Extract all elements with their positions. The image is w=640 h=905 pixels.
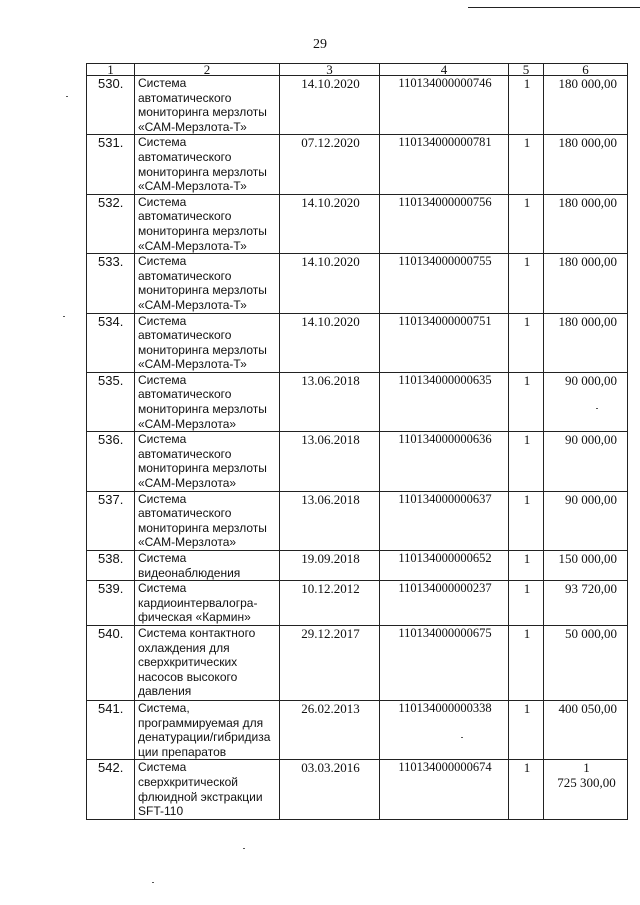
item-date: 26.02.2013 [280,700,380,759]
item-quantity: 1 [509,76,544,135]
table-row [87,432,628,491]
scan-speck [461,737,463,738]
item-name: Система автоматического мониторинга мерзлоты «САМ-Мерзлота-Т» [135,254,280,313]
top-rule [468,7,640,8]
item-quantity: 1 [509,760,544,819]
inventory-code: 110134000000237 [380,581,509,626]
item-amount: 180 000,00 [544,254,628,313]
table-row [87,491,628,550]
item-date: 07.12.2020 [280,135,380,194]
scan-speck [152,882,154,883]
row-number: 539. [87,581,135,626]
row-number: 532. [87,194,135,253]
table-row [87,700,628,759]
inventory-code: 110134000000755 [380,254,509,313]
header-col-4: 4 [380,64,509,76]
table-row [87,372,628,431]
item-name: Система автоматического мониторинга мерзлоты «САМ-Мерзлота» [135,372,280,431]
inventory-code: 110134000000338 [380,700,509,759]
row-number: 536. [87,432,135,491]
item-name: Система автоматического мониторинга мерзлоты «САМ-Мерзлота» [135,432,280,491]
item-date: 14.10.2020 [280,313,380,372]
row-number: 541. [87,700,135,759]
item-name: Система, программируемая для денатурации/гибридиза ции препаратов [135,700,280,759]
item-date: 13.06.2018 [280,372,380,431]
inventory-code: 110134000000635 [380,372,509,431]
header-col-5: 5 [509,64,544,76]
table-row [87,76,628,135]
item-quantity: 1 [509,254,544,313]
item-amount: 1 725 300,00 [544,760,628,819]
assets-table [86,63,628,820]
item-amount: 90 000,00 [544,432,628,491]
item-quantity: 1 [509,551,544,581]
header-col-2: 2 [135,64,280,76]
inventory-code: 110134000000751 [380,313,509,372]
item-date: 10.12.2012 [280,581,380,626]
item-amount: 93 720,00 [544,581,628,626]
scan-speck [63,316,65,317]
header-col-1: 1 [87,64,135,76]
item-quantity: 1 [509,625,544,700]
item-date: 03.03.2016 [280,760,380,819]
header-row [87,64,628,76]
item-quantity: 1 [509,432,544,491]
item-name: Система контактного охлаждения для сверхкритических насосов высокого давления [135,625,280,700]
item-amount: 90 000,00 [544,372,628,431]
table-row [87,194,628,253]
table-row [87,551,628,581]
row-number: 534. [87,313,135,372]
item-quantity: 1 [509,581,544,626]
item-name: Система автоматического мониторинга мерзлоты «САМ-Мерзлота» [135,491,280,550]
item-quantity: 1 [509,491,544,550]
table-row [87,581,628,626]
table-row [87,625,628,700]
item-name: Система кардиоинтервалогра- фическая «Кармин» [135,581,280,626]
scan-speck [596,408,598,409]
inventory-code: 110134000000746 [380,76,509,135]
item-quantity: 1 [509,194,544,253]
item-amount: 90 000,00 [544,491,628,550]
item-name: Система автоматического мониторинга мерзлоты «САМ-Мерзлота-Т» [135,313,280,372]
scan-speck [243,848,245,849]
item-name: Система автоматического мониторинга мерзлоты «САМ-Мерзлота-Т» [135,135,280,194]
item-name: Система видеонаблюдения [135,551,280,581]
item-date: 14.10.2020 [280,194,380,253]
item-amount: 150 000,00 [544,551,628,581]
header-col-3: 3 [280,64,380,76]
item-name: Система автоматического мониторинга мерзлоты «САМ-Мерзлота-Т» [135,194,280,253]
inventory-code: 110134000000637 [380,491,509,550]
row-number: 540. [87,625,135,700]
inventory-code: 110134000000674 [380,760,509,819]
inventory-code: 110134000000675 [380,625,509,700]
row-number: 538. [87,551,135,581]
item-date: 19.09.2018 [280,551,380,581]
header-col-6: 6 [544,64,628,76]
table-row [87,135,628,194]
page-number: 29 [313,37,327,52]
inventory-code: 110134000000756 [380,194,509,253]
item-amount: 180 000,00 [544,194,628,253]
table-row [87,254,628,313]
item-date: 14.10.2020 [280,254,380,313]
inventory-code: 110134000000781 [380,135,509,194]
row-number: 537. [87,491,135,550]
row-number: 530. [87,76,135,135]
item-date: 14.10.2020 [280,76,380,135]
item-amount: 180 000,00 [544,313,628,372]
row-number: 535. [87,372,135,431]
item-amount: 50 000,00 [544,625,628,700]
item-quantity: 1 [509,700,544,759]
item-amount: 180 000,00 [544,76,628,135]
item-quantity: 1 [509,313,544,372]
item-amount: 400 050,00 [544,700,628,759]
scan-speck [66,96,68,97]
item-date: 13.06.2018 [280,491,380,550]
inventory-code: 110134000000636 [380,432,509,491]
item-amount: 180 000,00 [544,135,628,194]
item-quantity: 1 [509,372,544,431]
item-name: Система сверхкритической флюидной экстракции SFT-110 [135,760,280,819]
row-number: 533. [87,254,135,313]
row-number: 531. [87,135,135,194]
inventory-code: 110134000000652 [380,551,509,581]
item-date: 29.12.2017 [280,625,380,700]
item-date: 13.06.2018 [280,432,380,491]
table-row [87,760,628,819]
table-row [87,313,628,372]
item-name: Система автоматического мониторинга мерзлоты «САМ-Мерзлота-Т» [135,76,280,135]
item-quantity: 1 [509,135,544,194]
row-number: 542. [87,760,135,819]
